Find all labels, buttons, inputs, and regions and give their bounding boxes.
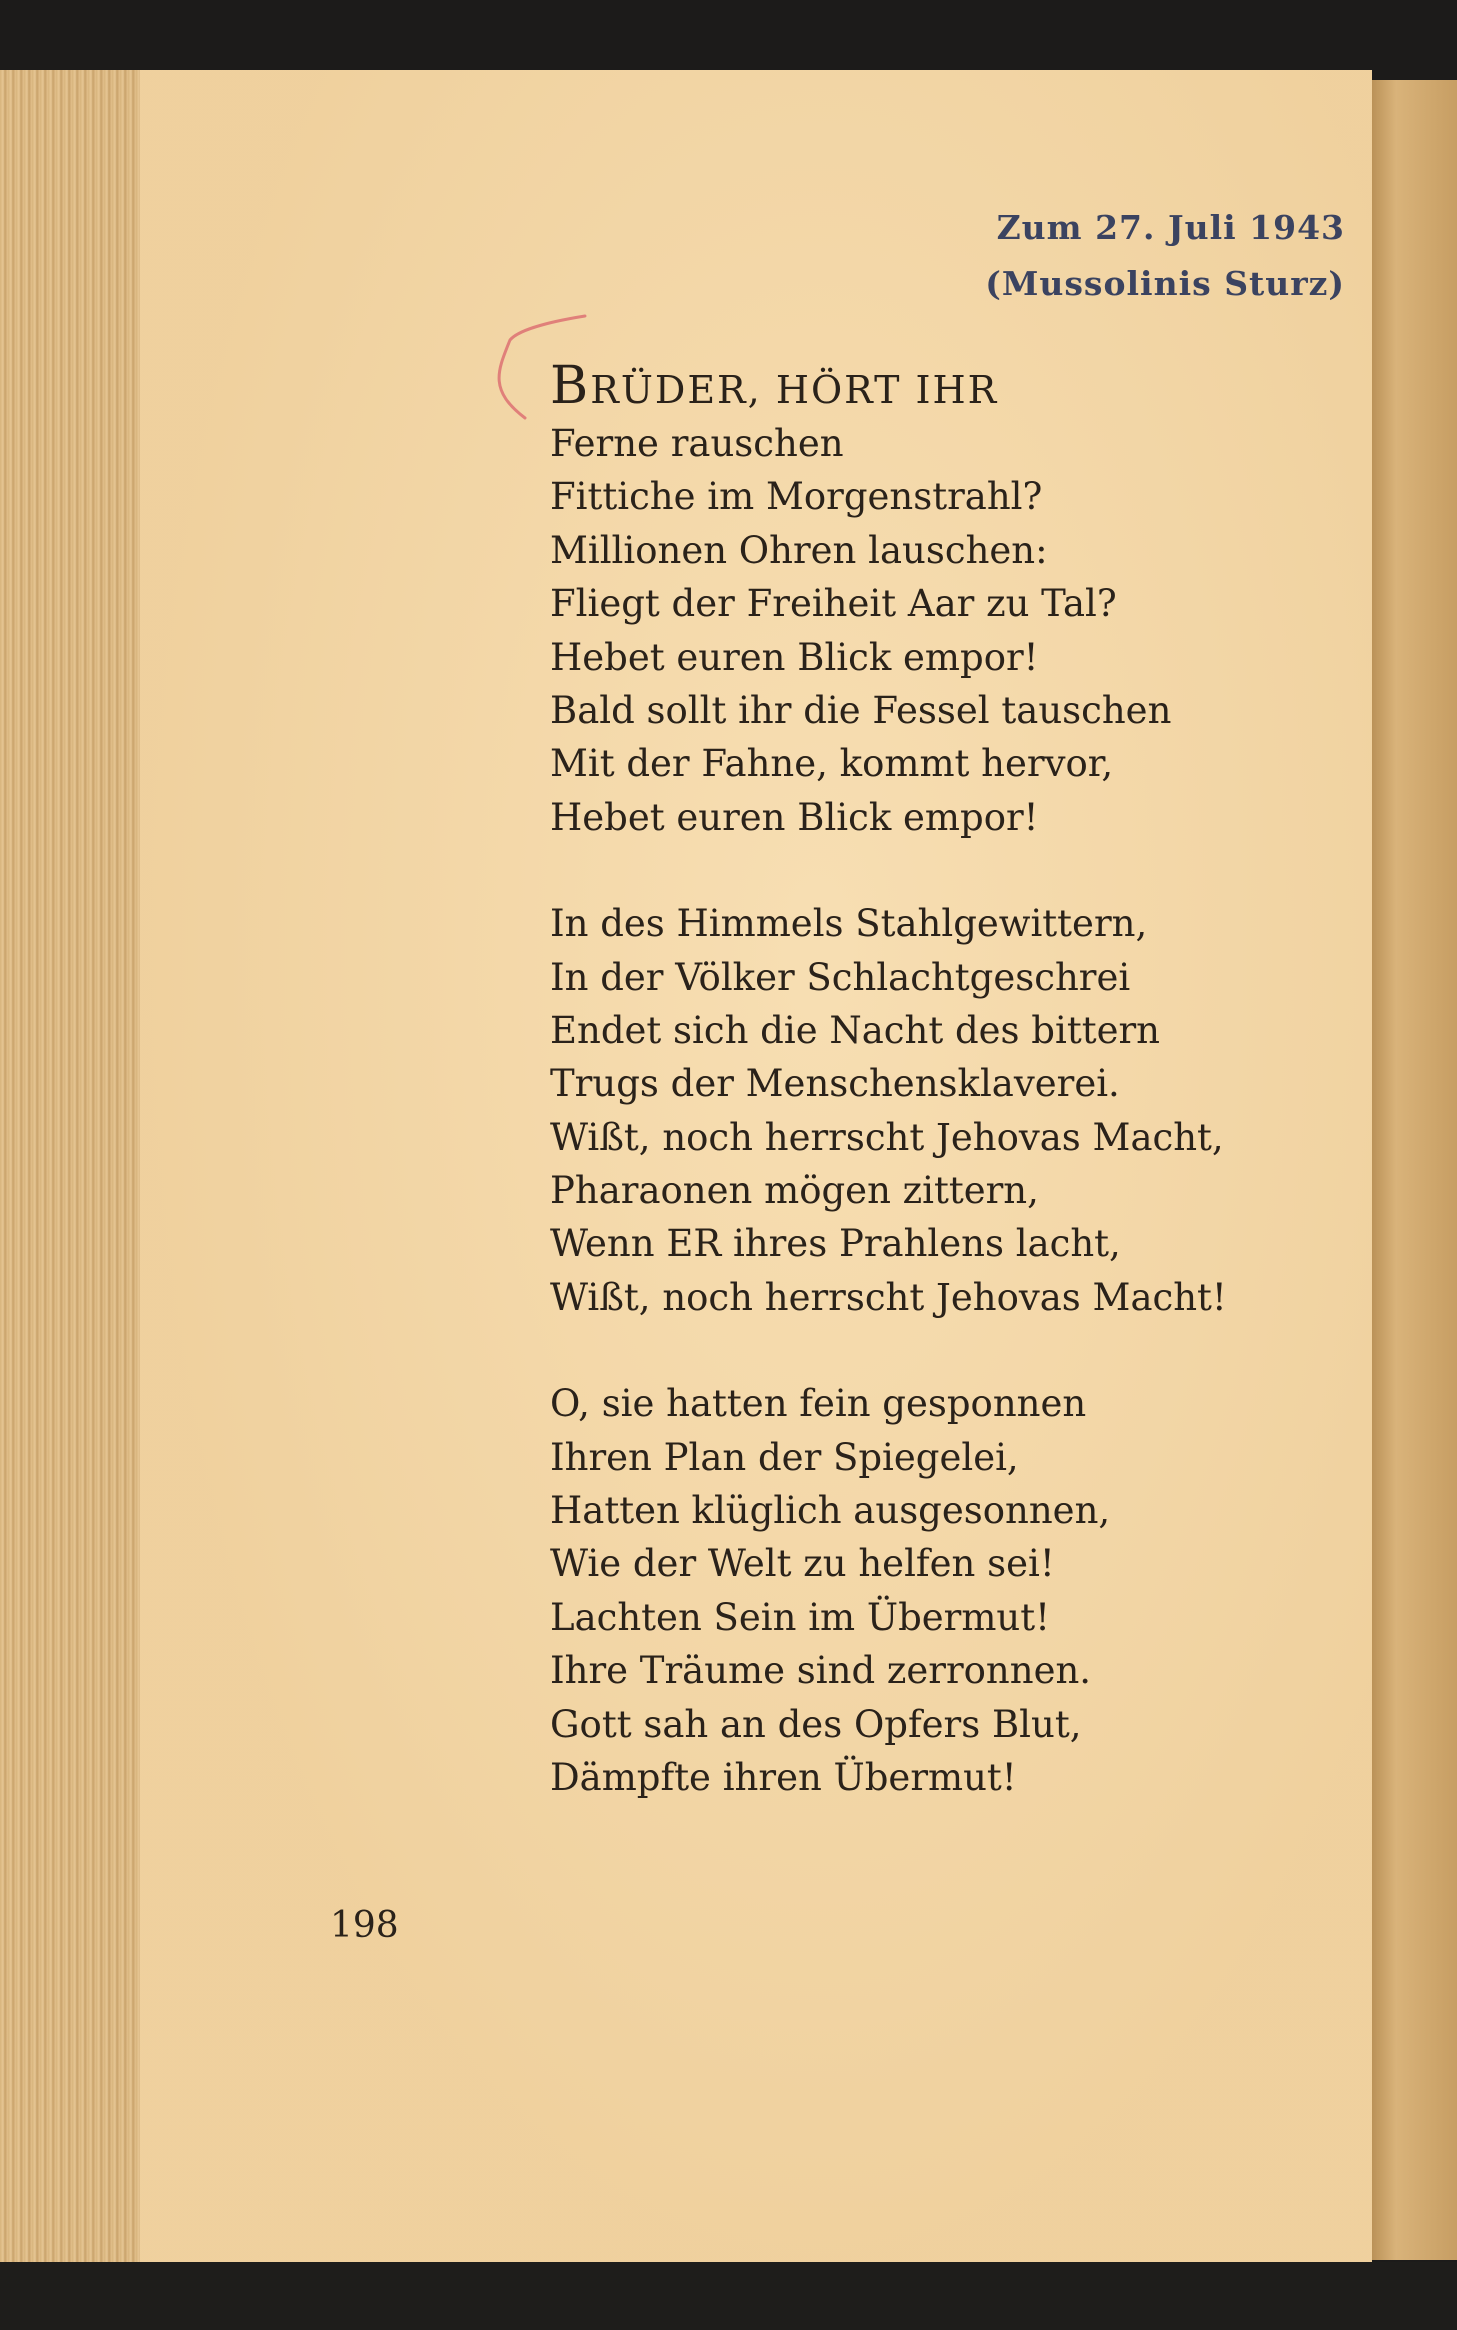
poem-line: Hebet euren Blick empor! — [550, 795, 1039, 839]
poem-line: Mit der Fahne, kommt hervor, — [550, 742, 1114, 786]
dedication-line-1: Zum 27. Juli 1943 — [996, 208, 1345, 247]
poem-line: In der Völker Schlachtgeschrei — [550, 955, 1131, 999]
poem-line: Ihre Träume sind zerronnen. — [550, 1649, 1092, 1693]
poem-title-rest: RÜDER, HÖRT IHR — [590, 368, 999, 412]
poem-line: Endet sich die Nacht des bittern — [550, 1008, 1160, 1052]
stanza-1 — [550, 417, 1227, 844]
poem — [550, 355, 1227, 1857]
scan-bottom-border — [0, 2262, 1457, 2330]
poem-line: Pharaonen mögen zittern, — [550, 1169, 1039, 1213]
stanza-3 — [550, 1377, 1227, 1804]
poem-line: In des Himmels Stahlgewittern, — [550, 902, 1148, 946]
next-page-sliver — [1370, 80, 1457, 2260]
poem-line: Ihren Plan der Spiegelei, — [550, 1435, 1019, 1479]
poem-line: Millionen Ohren lauschen: — [550, 528, 1048, 572]
dedication-note — [985, 200, 1345, 312]
poem-line: Wenn ER ihres Prahlens lacht, — [550, 1222, 1121, 1266]
poem-line: Fittiche im Morgenstrahl? — [550, 475, 1043, 519]
poem-line: Gott sah an des Opfers Blut, — [550, 1702, 1082, 1746]
poem-line: Hatten klüglich ausgesonnen, — [550, 1489, 1111, 1533]
poem-line: Lachten Sein im Übermut! — [550, 1595, 1050, 1639]
poem-line: Dämpfte ihren Übermut! — [550, 1755, 1017, 1799]
poem-line: Trugs der Menschensklaverei. — [550, 1062, 1120, 1106]
dedication-line-2: (Mussolinis Sturz) — [985, 264, 1345, 303]
poem-line: Hebet euren Blick empor! — [550, 635, 1039, 679]
book-page-edges — [0, 70, 150, 2270]
poem-line: O, sie hatten fein gesponnen — [550, 1382, 1087, 1426]
poem-line: Wie der Welt zu helfen sei! — [550, 1542, 1055, 1586]
poem-line: Ferne rauschen — [550, 422, 844, 465]
poem-title-initial: B — [550, 356, 591, 416]
poem-title — [550, 355, 1227, 417]
poem-line: Wißt, noch herrscht Jehovas Macht, — [550, 1115, 1224, 1159]
stanza-2 — [550, 897, 1227, 1324]
page-number: 198 — [330, 1905, 399, 1946]
poem-line: Bald sollt ihr die Fessel tauschen — [550, 688, 1172, 732]
poem-line: Fliegt der Freiheit Aar zu Tal? — [550, 582, 1117, 626]
poem-line: Wißt, noch herrscht Jehovas Macht! — [550, 1275, 1227, 1319]
